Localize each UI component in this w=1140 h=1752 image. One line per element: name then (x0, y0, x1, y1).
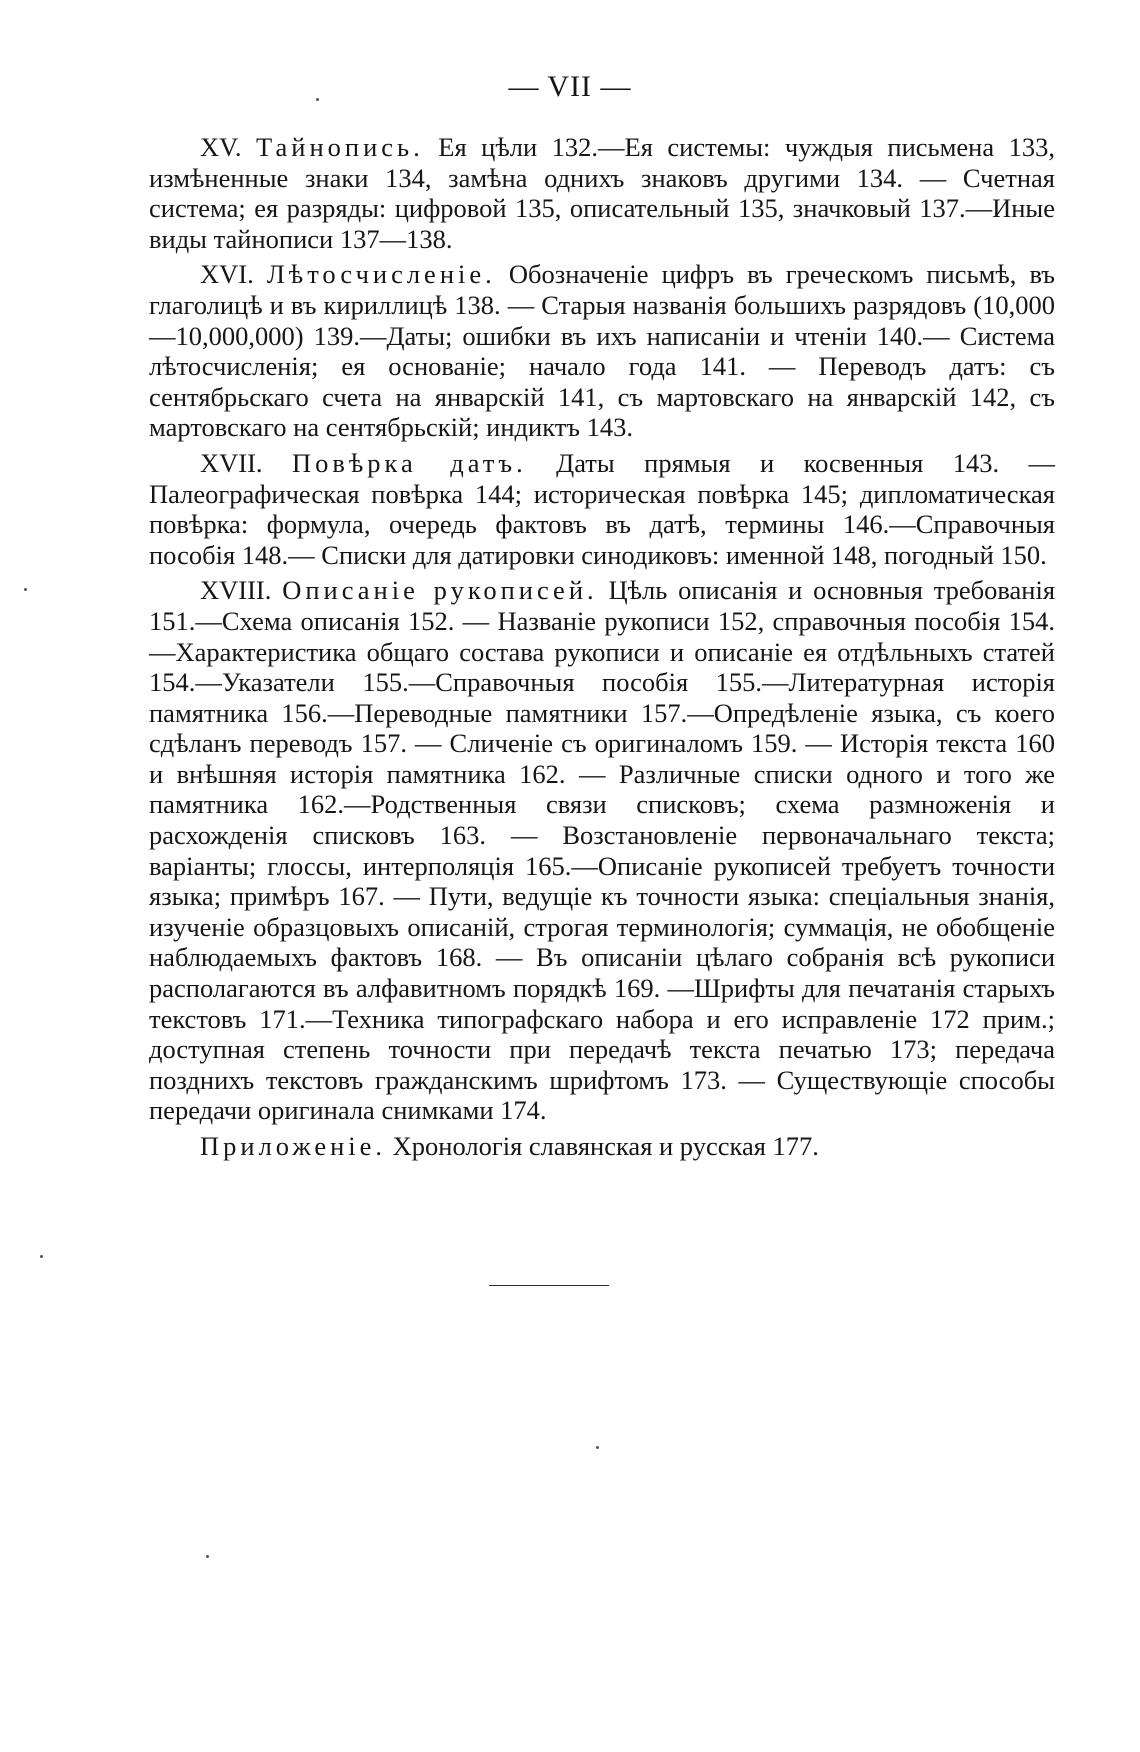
table-of-contents-body (149, 132, 1055, 1167)
section-xv (149, 132, 1055, 254)
section-xvi (149, 259, 1055, 443)
section-xviii (149, 575, 1055, 1126)
scan-speck (596, 1446, 599, 1449)
scan-speck (206, 1555, 209, 1558)
scan-speck (24, 588, 27, 591)
section-heading: Тайнопись. (256, 132, 424, 162)
section-text: Хронологія славянская и русская 177. (392, 1131, 819, 1161)
section-heading: Приложеніе. (200, 1131, 387, 1161)
section-numeral: XVIII. (200, 575, 272, 606)
section-appendix (149, 1131, 1055, 1162)
scan-speck (40, 1255, 43, 1258)
section-text: Ея цѣли 132.—Ея системы: чуждыя письмена 133, измѣненные знаки 134, замѣна однихъ знаковъ другими 134. — Счетная система; ея разряды: цифровой 135, описательный 135, значковый 137.—Иные виды тайнописи 137—138. (149, 132, 1055, 254)
section-heading: Лѣтосчисленіе. (266, 259, 496, 290)
section-text: Цѣль описанія и основныя требованія 151.—Схема описанія 152. — Названіе рукописи 152, справочныя пособія 154.—Характеристика общаго состава рукописи и описаніе ея отдѣльныхъ статей 154.—Указатели 155.—Справочныя пособія 155.—Литературная исторія памятника 156.—Переводные памятники 157.—Опредѣленіе языка, съ коего сдѣланъ переводъ 157. — Сличеніе съ оригиналомъ 159. — Исторія текста 160 и внѣшняя исторія памятника 162. — Различные списки одного и того же памятника 162.—Родственныя связи списковъ; схема размноженія и расхожденія списковъ 163. — Возстановленіе первоначальнаго текста; варіанты; глоссы, интерполяція 165.—Описаніе рукописей требуетъ точности языка; примѣръ 167. — Пути, ведущіе къ точности языка: спеціальныя знанія, изученіе образцовыхъ описаній, строгая терминологія; суммація, не обобщеніе наблюдаемыхъ фактовъ 168. — Въ описаніи цѣлаго собранія всѣ рукописи располагаются въ алфавитномъ порядкѣ 169. —Шрифты для печатанія старыхъ текстовъ 171.—Техника типографскаго набора и его исправленіе 172 прим.; доступная степень точности при передачѣ текста печатью 173; передача позднихъ текстовъ гражданскимъ шрифтомъ 173. — Существующіе способы передачи оригинала снимками 174. (149, 575, 1056, 1126)
page-number: — VII — (508, 70, 632, 103)
section-xvii (149, 448, 1055, 570)
scan-speck (316, 98, 319, 101)
section-heading: Повѣрка датъ. (292, 447, 527, 478)
section-numeral: XVI. (200, 259, 254, 290)
section-text: Обозначеніе цифръ въ греческомъ письмѣ, въ глаголицѣ и въ кириллицѣ 138. — Старыя названія большихъ разрядовъ (10,000—10,000,000) 139.—Даты; ошибки въ ихъ написаніи и чтеніи 140.— Система лѣтосчисленія; ея основаніе; начало года 141. — Переводъ датъ: съ сентябрьскаго счета на январскій 141, съ мартовскаго на январскій 142, съ мартовскаго на сентябрьскій; индиктъ 143. (149, 259, 1055, 443)
section-heading: Описаніе рукописей. (282, 575, 598, 606)
section-text: Даты прямыя и косвенныя 143. — Палеографическая повѣрка 144; историческая повѣрка 145; дипломатическая повѣрка: формула, очередь фактовъ въ датѣ, термины 146.—Справочныя пособія 148.— Списки для датировки синодиковъ: именной 148, погодный 150. (149, 447, 1056, 570)
section-numeral: XV. (200, 132, 242, 162)
end-rule (489, 1285, 609, 1286)
section-numeral: XVII. (200, 447, 263, 478)
